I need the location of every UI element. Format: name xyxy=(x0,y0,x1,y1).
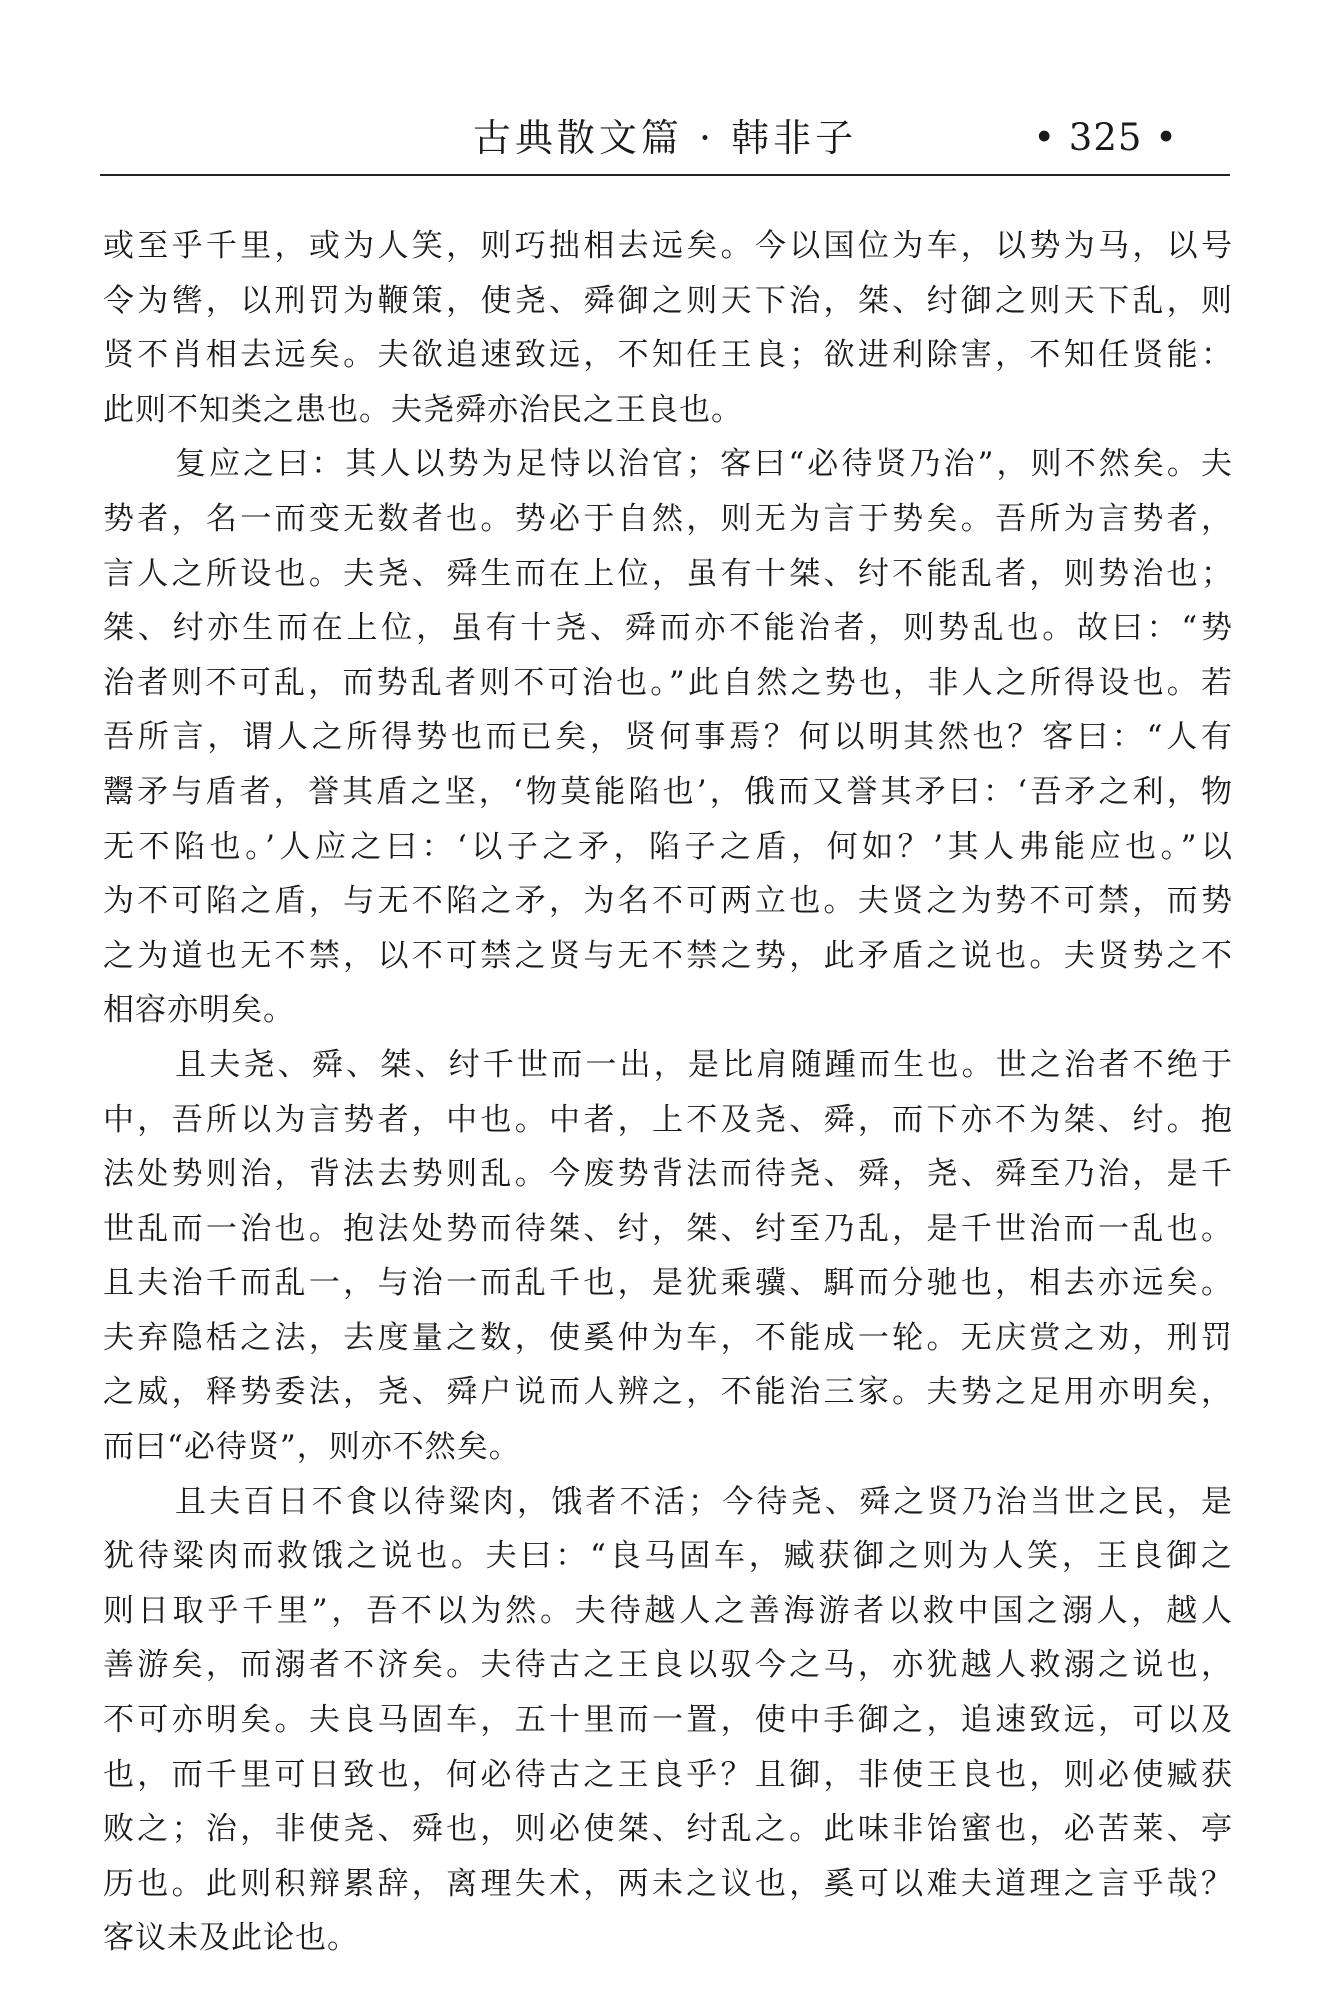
text-line: 贤不肖相去远矣。夫欲追速致远，不知任王良；欲进利除害，不知任贤能： xyxy=(103,337,1233,374)
text-line: 或至乎千里，或为人笑，则巧拙相去远矣。今以国位为车，以势为马，以号 xyxy=(103,228,1233,264)
text-line: 法处势则治，背法去势则乱。今废势背法而待尧、舜，尧、舜至乃治，是千 xyxy=(103,1156,1233,1193)
page-header xyxy=(100,100,1230,176)
text-line: 世乱而一治也。抱法处势而待桀、纣，桀、纣至乃乱，是千世治而一乱也。 xyxy=(103,1210,1233,1247)
text-line: 夫弃隐栝之法，去度量之数，使奚仲为车，不能成一轮。无庆赏之劝，刑罚 xyxy=(103,1319,1233,1356)
text-line: 历也。此则积辩累辞，离理失术，两未之议也，奚可以难夫道理之言乎哉？ xyxy=(103,1865,1233,1902)
text-line: 之威，释势委法，尧、舜户说而人辨之，不能治三家。夫势之足用亦明矣， xyxy=(103,1374,1233,1411)
text-line: 令为辔，以刑罚为鞭策，使尧、舜御之则天下治，桀、纣御之则天下乱，则 xyxy=(103,282,1233,319)
text-line: 且夫治千而乱一，与治一而乱千也，是犹乘骥、駬而分驰也，相去亦远矣。 xyxy=(103,1265,1233,1302)
text-line: 复应之曰：其人以势为足恃以治官；客曰“必待贤乃治”，则不然矣。夫 xyxy=(175,446,1233,483)
text-line: 且夫百日不食以待粱肉，饿者不活；今待尧、舜之贤乃治当世之民，是 xyxy=(175,1483,1233,1520)
text-line: 此则不知类之患也。夫尧舜亦治民之王良也。 xyxy=(103,391,743,428)
text-line: 无不陷也。’人应之曰：‘以子之矛，陷子之盾，何如？’其人弗能应也。”以 xyxy=(103,828,1233,865)
text-line: 犹待粱肉而救饿之说也。夫曰：“良马固车，臧获御之则为人笑，王良御之 xyxy=(103,1538,1233,1575)
text-line: 为不可陷之盾，与无不陷之矛，为名不可两立也。夫贤之为势不可禁，而势 xyxy=(103,883,1233,920)
running-title: 古典散文篇 · 韩非子 xyxy=(472,116,858,160)
text-line: 鬻矛与盾者，誉其盾之坚，‘物莫能陷也’，俄而又誉其矛曰：‘吾矛之利，物 xyxy=(103,773,1233,810)
text-line: 且夫尧、舜、桀、纣千世而一出，是比肩随踵而生也。世之治者不绝于 xyxy=(175,1046,1233,1083)
body-text xyxy=(103,219,1233,1966)
text-line: 善游矣，而溺者不济矣。夫待古之王良以驭今之马，亦犹越人救溺之说也， xyxy=(103,1647,1233,1684)
text-line: 也，而千里可日致也，何必待古之王良乎？且御，非使王良也，则必使臧获 xyxy=(103,1756,1233,1793)
text-line: 中，吾所以为言势者，中也。中者，上不及尧、舜，而下亦不为桀、纣。抱 xyxy=(103,1101,1233,1138)
text-line: 败之；治，非使尧、舜也，则必使桀、纣乱之。此味非饴蜜也，必苦莱、亭 xyxy=(103,1811,1233,1848)
text-line: 则日取乎千里”，吾不以为然。夫待越人之善海游者以救中国之溺人，越人 xyxy=(103,1592,1233,1629)
text-line: 客议未及此论也。 xyxy=(103,1920,359,1957)
text-line: 相容亦明矣。 xyxy=(103,992,295,1029)
text-line: 言人之所设也。夫尧、舜生而在上位，虽有十桀、纣不能乱者，则势治也； xyxy=(103,555,1233,592)
text-line: 而曰“必待贤”，则亦不然矣。 xyxy=(103,1429,521,1466)
page-number: • 325 • xyxy=(1033,116,1178,159)
text-line: 之为道也无不禁，以不可禁之贤与无不禁之势，此矛盾之说也。夫贤势之不 xyxy=(103,937,1233,974)
text-line: 治者则不可乱，而势乱者则不可治也。”此自然之势也，非人之所得设也。若 xyxy=(103,664,1233,701)
text-line: 吾所言，谓人之所得势也而已矣，贤何事焉？何以明其然也？客曰：“人有 xyxy=(103,719,1233,756)
text-line: 势者，名一而变无数者也。势必于自然，则无为言于势矣。吾所为言势者， xyxy=(103,500,1233,537)
text-line: 桀、纣亦生而在上位，虽有十尧、舜而亦不能治者，则势乱也。故曰：“势 xyxy=(103,610,1233,647)
text-line: 不可亦明矣。夫良马固车，五十里而一置，使中手御之，追速致远，可以及 xyxy=(103,1702,1233,1739)
